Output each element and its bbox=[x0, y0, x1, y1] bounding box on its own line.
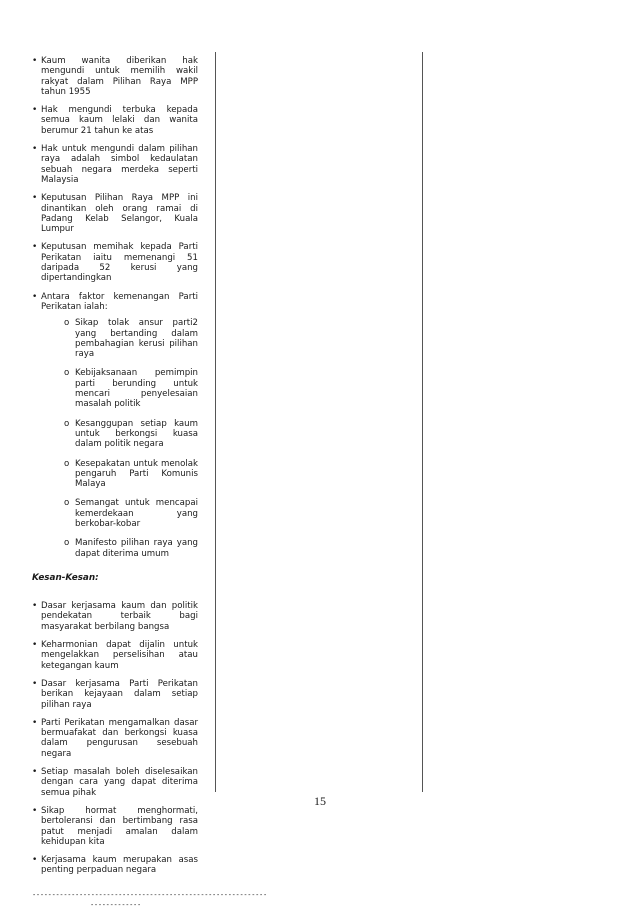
list-item: • Keputusan memihak kepada Parti Perikatan iaitu memenangi 51 daripada 52 kerusi yang dipertandingkan bbox=[32, 242, 198, 284]
bullet-icon: • bbox=[32, 678, 38, 689]
sub-bullet-list bbox=[32, 318, 198, 559]
list-item: • Dasar kerjasama kaum dan politik pendekatan terbaik bagi masyarakat berbilang bangsa bbox=[32, 601, 198, 632]
separator-line: ------------------------------------------------------------ bbox=[32, 890, 267, 899]
list-item: • Parti Perikatan mengamalkan dasar bermuafakat dan berkongsi kuasa dalam pengurusan sesebuah negara bbox=[32, 717, 198, 759]
column-divider-left bbox=[215, 52, 216, 792]
column-divider-right bbox=[422, 52, 423, 792]
bullet-icon: • bbox=[32, 601, 38, 612]
circle-bullet-icon: o bbox=[64, 498, 70, 509]
list-item: • Hak mengundi terbuka kepada semua kaum lelaki dan wanita berumur 21 tahun ke atas bbox=[32, 105, 198, 136]
list-item: • Kaum wanita diberikan hak mengundi untuk memilih wakil rakyat dalam Pilihan Raya MPP tahun 1955 bbox=[32, 56, 198, 97]
section-heading: Kesan-Kesan: bbox=[32, 572, 99, 583]
list-item: • Keputusan Pilihan Raya MPP ini dinantikan oleh orang ramai di Padang Kelab Selangor, Kuala Lumpur bbox=[32, 193, 198, 235]
circle-bullet-icon: o bbox=[64, 538, 70, 549]
bullet-icon: • bbox=[32, 56, 38, 66]
circle-bullet-icon: o bbox=[64, 318, 70, 329]
page-number: 15 bbox=[314, 794, 326, 808]
sub-list-item: o Kebijaksanaan pemimpin parti berunding untuk mencari penyelesaian masalah politik bbox=[64, 368, 198, 410]
sub-list-item: o Kesanggupan setiap kaum untuk berkongsi kuasa dalam politik negara bbox=[64, 418, 198, 450]
circle-bullet-icon: o bbox=[64, 458, 70, 469]
bullet-icon: • bbox=[32, 717, 38, 728]
bullet-icon: • bbox=[32, 805, 38, 816]
list-item: • Kerjasama kaum merupakan asas penting perpaduan negara bbox=[32, 855, 198, 876]
bullet-icon: • bbox=[32, 767, 38, 778]
list-item: • Setiap masalah boleh diselesaikan dengan cara yang dapat diterima semua pihak bbox=[32, 767, 198, 798]
sub-list-item: o Sikap tolak ansur parti2 yang bertanding dalam pembahagian kerusi pilihan raya bbox=[64, 318, 198, 360]
bullet-list-1 bbox=[32, 56, 198, 312]
sub-list-item: o Semangat untuk mencapai kemerdekaan yang berkobar-kobar bbox=[64, 498, 198, 529]
list-item: • Antara faktor kemenangan Parti Perikatan ialah: bbox=[32, 291, 198, 312]
list-item: • Keharmonian dapat dijalin untuk mengelakkan perselisihan atau ketegangan kaum bbox=[32, 640, 198, 671]
circle-bullet-icon: o bbox=[64, 418, 70, 429]
separator-line-end: ------------- bbox=[90, 901, 141, 909]
sub-list-item: o Manifesto pilihan raya yang dapat diterima umum bbox=[64, 538, 198, 559]
left-column bbox=[32, 56, 267, 910]
bullet-icon: • bbox=[32, 640, 38, 651]
bullet-icon: • bbox=[32, 242, 38, 253]
sub-list-item: o Kesepakatan untuk menolak pengaruh Parti Komunis Malaya bbox=[64, 458, 198, 490]
circle-bullet-icon: o bbox=[64, 368, 70, 379]
bullet-list-2 bbox=[32, 601, 198, 876]
list-item: • Sikap hormat menghormati, bertoleransi dan bertimbang rasa patut menjadi amalan dalam kehidupan kita bbox=[32, 805, 198, 847]
bullet-icon: • bbox=[32, 193, 38, 204]
bullet-icon: • bbox=[32, 105, 38, 116]
bullet-icon: • bbox=[32, 144, 38, 155]
bullet-icon: • bbox=[32, 291, 38, 302]
list-item: • Hak untuk mengundi dalam pilihan raya adalah simbol kedaulatan sebuah negara merdeka seperti Malaysia bbox=[32, 144, 198, 185]
list-item: • Dasar kerjasama Parti Perikatan berikan kejayaan dalam setiap pilihan raya bbox=[32, 678, 198, 710]
bullet-icon: • bbox=[32, 855, 38, 866]
